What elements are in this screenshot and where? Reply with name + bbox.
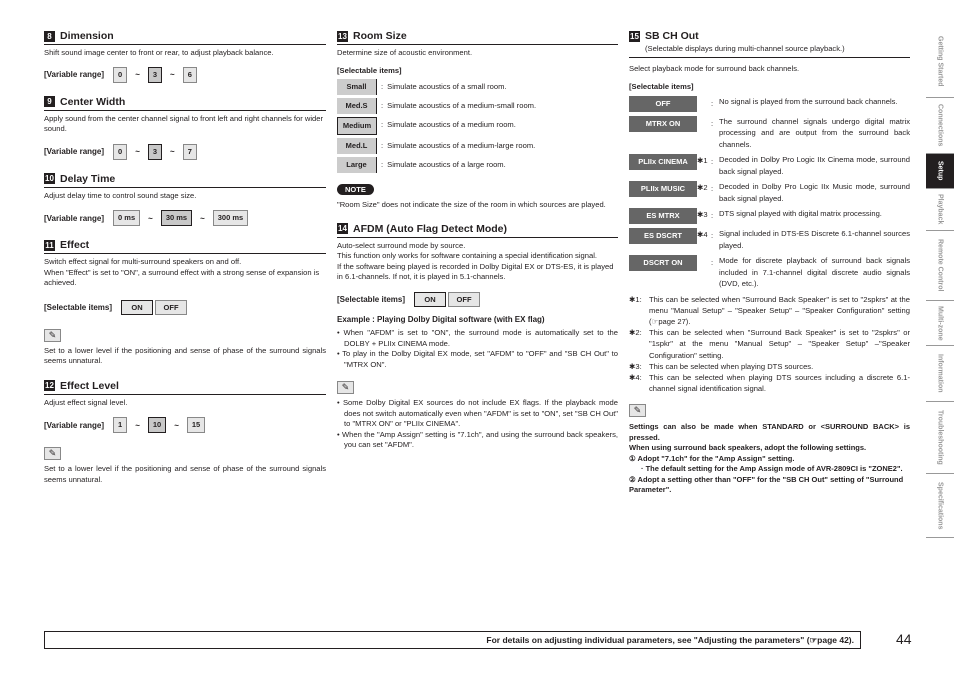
tab-label: Troubleshooting xyxy=(936,410,944,465)
option-label: OFF xyxy=(629,96,697,112)
section-description-2: This function only works for software containing a special identification signal. xyxy=(337,251,598,260)
option-label: Small xyxy=(337,79,377,95)
variable-range xyxy=(44,144,326,160)
tab-label: Connections xyxy=(936,104,944,147)
tab-information[interactable] xyxy=(926,346,954,402)
option-mark xyxy=(697,116,711,118)
note-step: ① Adopt "7.1ch" for the "Amp Assign" setting. xyxy=(629,453,795,463)
pencil-icon: ✎ xyxy=(629,404,646,417)
tilde: ~ xyxy=(170,147,175,156)
tab-label: Multi-zone xyxy=(936,305,944,341)
option-mark: ✱4 xyxy=(697,230,708,239)
option-mark xyxy=(697,96,711,98)
range-max: 15 xyxy=(187,417,205,433)
range-min: 0 xyxy=(113,67,127,83)
room-size-options xyxy=(337,79,618,173)
footnote xyxy=(629,361,910,372)
note-block xyxy=(337,377,618,451)
variable-range xyxy=(44,417,326,433)
range-label: [Variable range] xyxy=(44,213,105,223)
option-desc: Simulate acoustics of a large room. xyxy=(387,160,506,169)
option-desc: The surround channel signals undergo digital matrix processing and are output from the surround back channels. xyxy=(719,116,910,149)
footnote-key: ✱4: xyxy=(629,372,642,382)
section-description: Adjust delay time to control sound stage size. xyxy=(44,190,197,200)
section-number: 15 xyxy=(630,31,639,41)
section-effect-header xyxy=(44,239,326,254)
range-max: 300 ms xyxy=(213,210,248,226)
example-heading: Example : Playing Dolby Digital software (with EX flag) xyxy=(337,314,545,324)
section-sb-ch-out-header xyxy=(629,30,910,44)
option-desc: Simulate acoustics of a medium room. xyxy=(387,120,516,129)
option-desc: Simulate acoustics of a small room. xyxy=(387,82,507,91)
tab-connections[interactable] xyxy=(926,98,954,154)
range-min: 0 ms xyxy=(113,210,140,226)
note-text: Settings can also be made when STANDARD or <SURROUND BACK> is pressed. xyxy=(629,422,910,442)
tilde: ~ xyxy=(135,420,140,430)
footnote-text: This can be selected when "Surround Back Speaker" is set to "2spkrs" or "1spkr" at the menu "Manual Setup" – "Speaker Setup" –"Speaker Configuration" setting. xyxy=(649,328,910,360)
section-description: Switch effect signal for multi-surround speakers on and off. When "Effect" is set to "ON", a surround effect with a strong sense of expansion is achieved. xyxy=(44,257,320,287)
section-description: Determine size of acoustic environment. xyxy=(337,48,473,57)
section-description-3: If the software being played is recorded in Dolby Digital EX or DTS-ES, it is played in 6.1-channels. If not, it is played in 5.1-channels. xyxy=(337,261,614,281)
selectable-items xyxy=(44,300,326,315)
option-label: PLIIx CINEMA xyxy=(629,154,697,170)
section-description: Select playback mode for surround back channels. xyxy=(629,63,800,73)
bullet-item: • When "AFDM" is set to "ON", the surround mode is automatically set to the DOLBY + PLIIx CINEMA mode. xyxy=(337,328,618,348)
option-desc: No signal is played from the surround back channels. xyxy=(719,96,898,106)
option-off: OFF xyxy=(155,300,187,315)
column-left xyxy=(44,30,326,485)
range-max: 6 xyxy=(183,67,197,83)
option-on: ON xyxy=(121,300,153,315)
variable-range xyxy=(44,210,326,226)
option-row xyxy=(337,138,618,154)
section-title: Effect Level xyxy=(60,379,119,392)
tab-label: Specifications xyxy=(936,481,944,530)
option-row xyxy=(629,116,910,151)
option-colon: : xyxy=(381,101,384,110)
section-title: Dimension xyxy=(60,30,114,42)
sb-ch-options xyxy=(629,96,910,290)
option-label: Medium xyxy=(337,117,377,135)
option-label: Large xyxy=(337,157,377,173)
option-label: ES MTRX xyxy=(629,208,697,224)
option-colon: : xyxy=(711,118,714,128)
section-number: 11 xyxy=(45,240,54,250)
section-description: Adjust effect signal level. xyxy=(44,397,128,407)
option-row xyxy=(629,181,910,204)
tab-label: Setup xyxy=(936,161,944,181)
option-label: Med.S xyxy=(337,98,377,114)
option-label: ES DSCRT xyxy=(629,228,697,244)
range-default: 10 xyxy=(148,417,166,433)
tab-label: Remote Control xyxy=(936,239,944,292)
option-mark: ✱3 xyxy=(697,210,708,219)
option-colon: : xyxy=(381,120,384,129)
section-room-size-header xyxy=(337,30,618,45)
option-desc: DTS signal played with digital matrix processing. xyxy=(719,209,882,218)
section-description: Shift sound image center to front or rear, to adjust playback balance. xyxy=(44,48,274,57)
tab-playback[interactable] xyxy=(926,189,954,231)
note-text: Set to a lower level if the positioning and sense of phase of the surround signals seems unnatural. xyxy=(44,464,326,484)
option-colon: : xyxy=(711,157,714,166)
tilde: ~ xyxy=(148,213,153,223)
option-off: OFF xyxy=(448,292,480,307)
tab-getting-started[interactable] xyxy=(926,26,954,98)
range-default: 30 ms xyxy=(161,210,192,226)
option-desc: Mode for discrete playback of surround back signals included in 7.1-channel digital discrete audio signals (DVD, etc.). xyxy=(719,256,910,288)
range-default: 3 xyxy=(148,144,162,160)
footnote-text: This can be selected when "Surround Back Speaker" is set to "2spkrs" at the menu "Manual Setup" – "Speaker Setup" – "Speaker Configuration" setting (☞page 27). xyxy=(649,294,910,326)
selectable-label: [Selectable items] xyxy=(44,302,113,312)
section-title: Center Width xyxy=(60,95,126,108)
option-desc: Decoded in Dolby Pro Logic IIx Cinema mode, surround back signal played. xyxy=(719,155,910,176)
option-desc: Signal included in DTS-ES Discrete 6.1-channel sources played. xyxy=(719,229,910,250)
pencil-icon: ✎ xyxy=(44,329,61,342)
option-mark xyxy=(697,255,711,257)
tab-troubleshooting[interactable] xyxy=(926,402,954,474)
option-row xyxy=(337,157,618,173)
footnote-text: This can be selected when playing DTS sources. xyxy=(649,361,814,371)
pencil-icon: ✎ xyxy=(44,447,61,460)
note-substep: · The default setting for the Amp Assign mode of AVR-2809CI is "ZONE2". xyxy=(641,464,903,474)
section-title: Effect xyxy=(60,239,90,251)
column-right xyxy=(629,30,910,496)
tab-label: Information xyxy=(936,354,944,393)
option-row xyxy=(337,117,618,135)
tab-label: Getting Started xyxy=(936,36,944,87)
option-colon: : xyxy=(711,98,714,108)
section-center-width-header xyxy=(44,96,326,111)
section-number: 9 xyxy=(44,96,55,107)
tab-remote-control[interactable] xyxy=(926,231,954,301)
range-label: [Variable range] xyxy=(44,70,105,79)
note-text: Set to a lower level if the positioning and sense of phase of the surround signals seems unnatural. xyxy=(44,345,326,365)
option-desc: Simulate acoustics of a medium-large room. xyxy=(387,141,536,150)
option-mark: ✱2 xyxy=(697,183,708,192)
option-row xyxy=(337,79,618,95)
note-text: When using surround back speakers, adopt the following settings. xyxy=(629,443,867,453)
tilde: ~ xyxy=(170,70,175,79)
option-colon: : xyxy=(381,82,384,91)
footnote xyxy=(629,294,910,328)
tab-label: Playback xyxy=(936,194,944,225)
tilde: ~ xyxy=(135,147,140,156)
bullet-item: • To play in the Dolby Digital EX mode, set "AFDM" to "OFF" and "SB CH Out" to "MTRX ON". xyxy=(337,349,618,369)
section-title: SB CH Out xyxy=(645,30,699,42)
footnote-key: ✱2: xyxy=(629,328,642,338)
selectable-items xyxy=(337,292,618,307)
option-mark: ✱1 xyxy=(697,156,708,165)
option-colon: : xyxy=(711,258,714,267)
section-afdm-header xyxy=(337,223,618,238)
footnotes xyxy=(629,294,910,395)
page-number: 44 xyxy=(896,631,912,647)
tab-multi-zone[interactable] xyxy=(926,301,954,346)
note-block xyxy=(629,400,910,496)
section-description: Apply sound from the center channel signal to front left and right channels for wider sound. xyxy=(44,113,324,133)
option-label: Med.L xyxy=(337,138,377,154)
range-min: 1 xyxy=(113,417,127,433)
option-colon: : xyxy=(711,184,714,193)
range-default: 3 xyxy=(148,67,162,83)
section-number: 10 xyxy=(45,174,54,183)
section-number: 14 xyxy=(338,224,347,233)
note-block xyxy=(337,179,618,211)
section-tabs xyxy=(926,26,954,538)
section-number: 8 xyxy=(44,31,55,42)
footnote-key: ✱3: xyxy=(629,361,642,371)
section-dimension-header xyxy=(44,30,326,45)
option-desc: Simulate acoustics of a medium-small room. xyxy=(387,101,537,110)
tilde: ~ xyxy=(135,70,140,79)
footnote-key: ✱1: xyxy=(629,294,642,304)
note-badge: NOTE xyxy=(337,184,374,195)
section-effect-level-header xyxy=(44,380,326,395)
column-middle xyxy=(337,30,618,451)
pencil-icon: ✎ xyxy=(337,381,354,394)
option-colon: : xyxy=(711,211,714,220)
section-description-1: Auto-select surround mode by source. xyxy=(337,240,466,250)
section-number: 12 xyxy=(45,381,54,390)
footer-reference: For details on adjusting individual parameters, see "Adjusting the parameters" (☞page 42). xyxy=(44,631,861,649)
option-row xyxy=(629,255,910,290)
tab-setup[interactable] xyxy=(926,154,954,189)
selectable-label: [Selectable items] xyxy=(629,82,694,91)
note-text: • Some Dolby Digital EX sources do not include EX flags. If the playback mode does not switch automatically even when "AFDM" is set to "ON", set "SB CH Out" to "MTRX ON" or "PLIIx CINEMA". xyxy=(337,398,618,428)
variable-range xyxy=(44,67,326,83)
footnote xyxy=(629,372,910,394)
range-label: [Variable range] xyxy=(44,147,105,156)
option-desc: Decoded in Dolby Pro Logic IIx Music mode, surround back signal played. xyxy=(719,182,910,203)
option-row xyxy=(629,96,910,112)
range-max: 7 xyxy=(183,144,197,160)
note-text: "Room Size" does not indicate the size of the room in which sources are played. xyxy=(337,200,606,209)
selectable-label: [Selectable items] xyxy=(337,294,406,304)
tilde: ~ xyxy=(200,213,205,223)
footnote-text: This can be selected when playing DTS sources including a discrete 6.1-channel signal identification signal. xyxy=(649,372,910,394)
tab-specifications[interactable] xyxy=(926,474,954,538)
option-colon: : xyxy=(381,160,384,169)
section-title: Delay Time xyxy=(60,172,116,185)
option-row xyxy=(337,98,618,114)
section-title: AFDM (Auto Flag Detect Mode) xyxy=(353,222,507,235)
option-label: DSCRT ON xyxy=(629,255,697,271)
note-step: ② Adopt a setting other than "OFF" for the "SB CH Out" setting of "Surround Parameter". xyxy=(629,474,904,495)
option-label: PLIIx MUSIC xyxy=(629,181,697,197)
section-title: Room Size xyxy=(353,30,407,42)
option-colon: : xyxy=(711,231,714,240)
section-subtitle: (Selectable displays during multi-channel source playback.) xyxy=(629,44,910,58)
footnote xyxy=(629,327,910,361)
selectable-label: [Selectable items] xyxy=(337,65,402,75)
tilde: ~ xyxy=(174,420,179,430)
note-block xyxy=(44,443,326,485)
option-row xyxy=(629,228,910,251)
note-block xyxy=(44,325,326,367)
section-delay-time-header xyxy=(44,173,326,188)
option-colon: : xyxy=(381,141,384,150)
section-number: 13 xyxy=(338,31,347,41)
range-min: 0 xyxy=(113,144,127,160)
option-on: ON xyxy=(414,292,446,307)
option-row xyxy=(629,154,910,177)
note-text: • When the "Amp Assign" setting is "7.1ch", and using the surround back speakers, you can set "AFDM". xyxy=(337,429,618,449)
option-row xyxy=(629,208,910,224)
range-label: [Variable range] xyxy=(44,420,105,430)
option-label: MTRX ON xyxy=(629,116,697,132)
